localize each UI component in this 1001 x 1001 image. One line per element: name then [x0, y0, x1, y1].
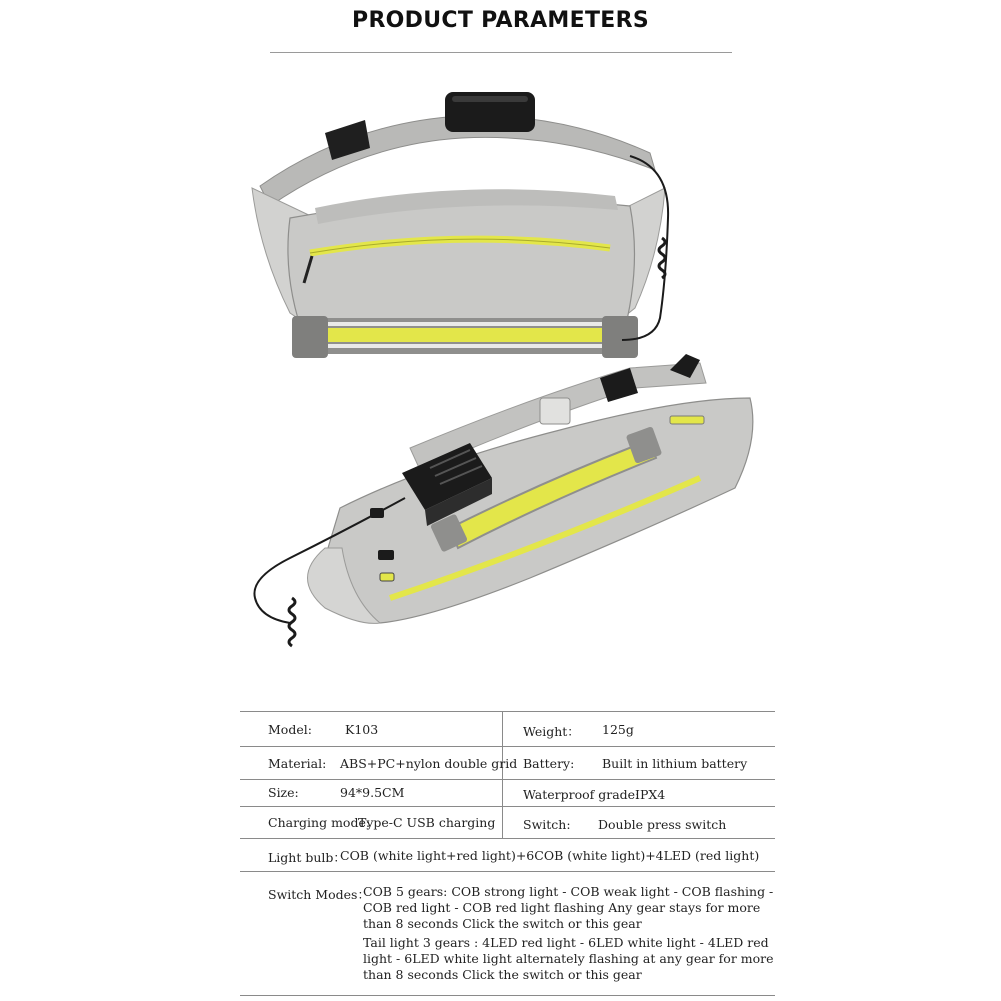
battery-label: Battery: — [523, 756, 575, 771]
bulb-label: Light bulb： — [268, 850, 346, 865]
switch-label: Switch: — [523, 817, 571, 832]
bulb-value: COB (white light+red light)+6COB (white light)+4LED (red light) — [340, 848, 760, 863]
charging-label: Charging mode: — [268, 815, 371, 830]
model-label: Model: — [268, 722, 312, 737]
switch-value: Double press switch — [598, 817, 727, 832]
product-photo — [230, 78, 770, 663]
modes-tail-text: Tail light 3 gears : 4LED red light - 6LED white light - 4LED red light - 6LED white light alternately flashing at any gear for more than 8 seconds Click the switch or this gear — [363, 935, 774, 982]
page-title: PRODUCT PARAMETERS — [352, 8, 649, 33]
material-label: Material: — [268, 756, 327, 771]
size-value: 94*9.5CM — [340, 785, 405, 800]
weight-value: 125g — [602, 722, 634, 737]
material-value: ABS+PC+nylon double grid — [340, 756, 518, 771]
modes-label: Switch Modes： — [268, 887, 370, 902]
battery-value: Built in lithium battery — [602, 756, 748, 771]
bag-side-view — [254, 354, 752, 646]
charging-value: Type-C USB charging — [358, 815, 496, 830]
bag-front-view — [252, 92, 668, 358]
model-value: K103 — [345, 722, 379, 737]
waterproof-value: IPX4 — [635, 787, 666, 802]
weight-label: Weight： — [523, 724, 580, 739]
waterproof-label: Waterproof grade: — [523, 787, 640, 802]
size-label: Size: — [268, 785, 299, 800]
modes-cob-text: COB 5 gears: COB strong light - COB weak light - COB flashing - COB red light - COB red light flashing Any gear stays for more than 8 seconds Click the switch or this gear — [363, 884, 774, 931]
title-divider — [270, 52, 732, 53]
